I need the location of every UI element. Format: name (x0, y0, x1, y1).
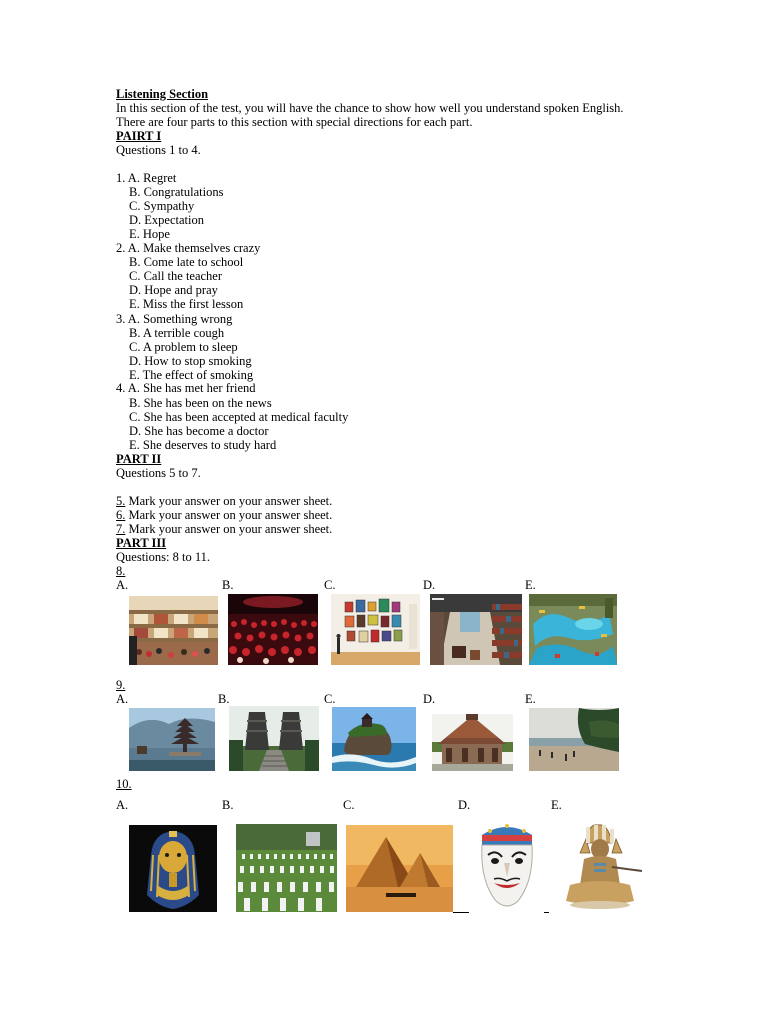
q9-label-b: B. (218, 692, 230, 706)
shopping-mall-image (129, 596, 218, 665)
part1-range: Questions 1 to 4. (116, 143, 201, 157)
q4-option-c: C. She has been accepted at medical faculty (129, 410, 349, 424)
q10-label-d: D. (458, 798, 471, 812)
q9-label-c: C. (324, 692, 336, 706)
q6-number: 6. (116, 508, 126, 522)
q1-option-a: 1. A. Regret (116, 171, 177, 185)
q3-option-c: C. A problem to sleep (129, 340, 238, 354)
cemetery-image (236, 824, 337, 912)
part2-range: Questions 5 to 7. (116, 466, 201, 480)
q9-label-d: D. (423, 692, 436, 706)
q2-option-a: 2. A. Make themselves crazy (116, 241, 261, 255)
q1-option-b: B. Congratulations (129, 185, 224, 199)
q2-option-b: B. Come late to school (129, 255, 244, 269)
water-park-image (529, 594, 617, 665)
q8-label-b: B. (222, 578, 234, 592)
sea-temple-image (332, 707, 416, 771)
q8-label-c: C. (324, 578, 336, 592)
q8-number: 8. (116, 564, 126, 578)
section-title: Listening Section (116, 87, 209, 101)
temple-gate-image (229, 706, 319, 771)
q7-number: 7. (116, 522, 126, 536)
concert-crowd-image (228, 594, 318, 665)
q3-option-a: 3. A. Something wrong (116, 312, 233, 326)
q7-text: Mark your answer on your answer sheet. (128, 522, 333, 536)
q10-label-a: A. (116, 798, 129, 812)
q6-line (116, 508, 332, 522)
q8-label-d: D. (423, 578, 436, 592)
traditional-mask-image (474, 821, 540, 912)
q9-number: 9. (116, 678, 126, 692)
part3-title: PART III (116, 536, 167, 550)
q9-label-a: A. (116, 692, 129, 706)
q10-number: 10. (116, 777, 132, 791)
intro-line-1: In this section of the test, you will have the chance to show how well you understand spoken English. (116, 101, 624, 115)
q4-option-b: B. She has been on the news (129, 396, 272, 410)
pyramids-image (346, 825, 453, 912)
part1-title: PAIRT I (116, 129, 162, 143)
library-image (430, 594, 522, 665)
q10-label-c: C. (343, 798, 355, 812)
q10-label-e: E. (551, 798, 562, 812)
pharaoh-mask-image (129, 825, 217, 912)
native-statue-image (556, 823, 646, 912)
q4-option-a: 4. A. She has met her friend (116, 381, 256, 395)
q3-option-e: E. The effect of smoking (129, 368, 254, 382)
q3-option-d: D. How to stop smoking (129, 354, 252, 368)
lake-temple-image (129, 708, 215, 771)
q8-label-e: E. (525, 578, 536, 592)
underline-mark-d (453, 912, 469, 913)
beach-image (529, 708, 619, 771)
underline-mark-e (544, 912, 549, 913)
q1-option-d: D. Expectation (129, 213, 204, 227)
q5-text: Mark your answer on your answer sheet. (128, 494, 333, 508)
q5-line (116, 494, 332, 508)
q4-option-e: E. She deserves to study hard (129, 438, 277, 452)
q7-line (116, 522, 332, 536)
q9-label-e: E. (525, 692, 536, 706)
q2-option-d: D. Hope and pray (129, 283, 218, 297)
q8-label-a: A. (116, 578, 129, 592)
part3-range: Questions: 8 to 11. (116, 550, 210, 564)
q6-text: Mark your answer on your answer sheet. (128, 508, 333, 522)
part2-title: PART II (116, 452, 162, 466)
q10-label-b: B. (222, 798, 234, 812)
q3-option-b: B. A terrible cough (129, 326, 225, 340)
art-gallery-image (331, 594, 420, 665)
q1-option-e: E. Hope (129, 227, 170, 241)
q2-option-e: E. Miss the first lesson (129, 297, 244, 311)
q2-option-c: C. Call the teacher (129, 269, 223, 283)
q5-number: 5. (116, 494, 126, 508)
intro-line-2: There are four parts to this section with special directions for each part. (116, 115, 473, 129)
q4-option-d: D. She has become a doctor (129, 424, 269, 438)
q1-option-c: C. Sympathy (129, 199, 195, 213)
traditional-roof-image (432, 714, 513, 771)
